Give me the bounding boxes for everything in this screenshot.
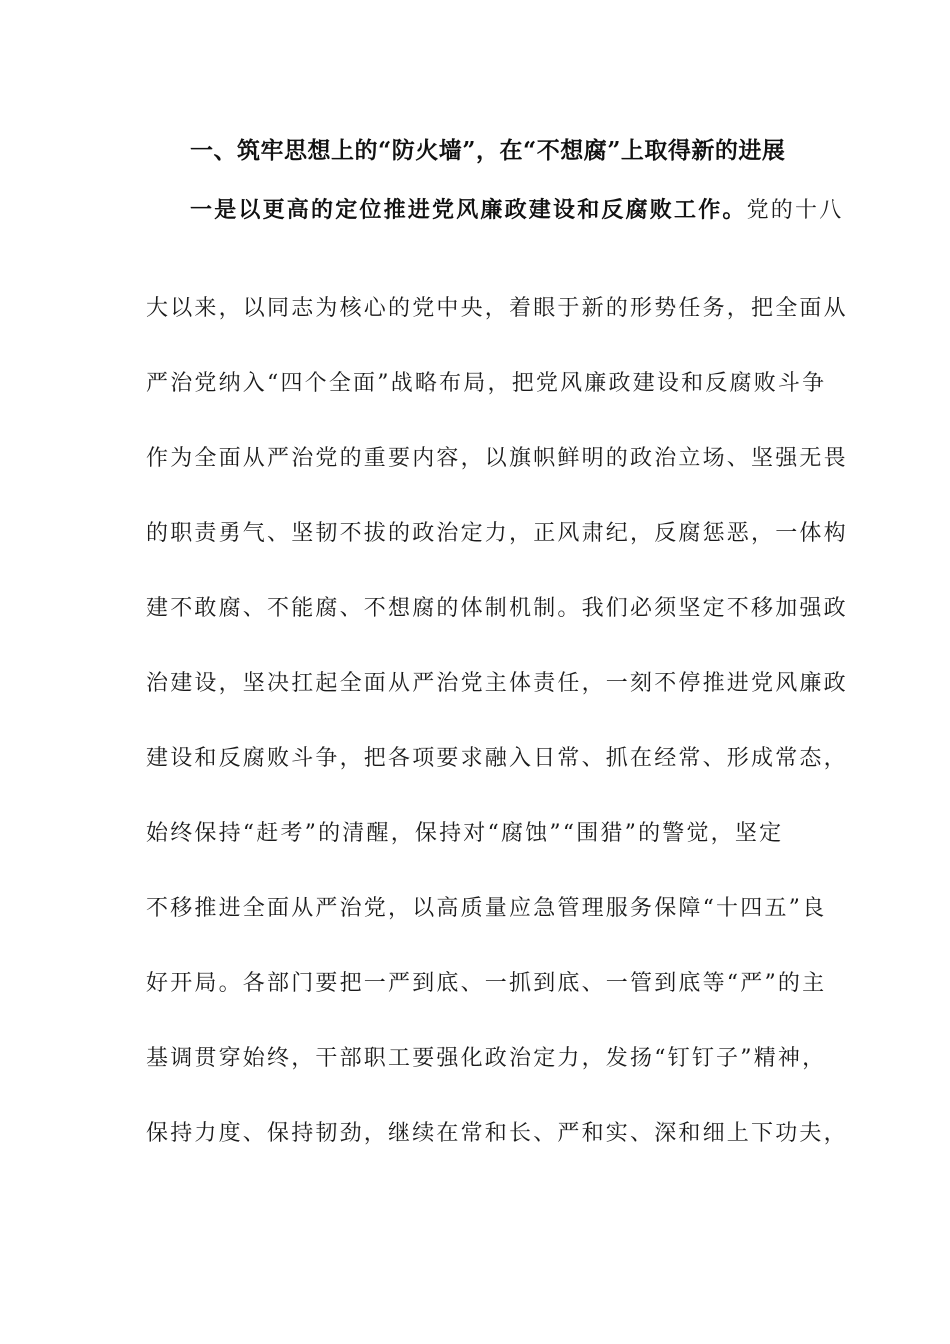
paragraph-line: 大以来，以同志为核心的党中央，着眼于新的形势任务，把全面从	[146, 296, 848, 321]
paragraph-line: 基调贯穿始终，干部职工要强化政治定力，发扬“钉钉子”精神，	[146, 1046, 827, 1071]
paragraph-line: 治建设，坚决扛起全面从严治党主体责任，一刻不停推进党风廉政	[146, 671, 848, 696]
paragraph-line: 的职责勇气、坚韧不拔的政治定力，正风肃纪，反腐惩恶，一体构	[146, 521, 848, 546]
paragraph-line: 始终保持“赶考”的清醒，保持对“腐蚀”“围猎”的警觉，坚定	[146, 821, 784, 846]
point-lead-rest: 党的十八	[746, 198, 844, 223]
point-lead-bold: 一是以更高的定位推进党风廉政建设和反腐败工作。	[190, 197, 747, 223]
paragraph-line: 保持力度、保持韧劲，继续在常和长、严和实、深和细上下功夫，	[146, 1121, 848, 1146]
paragraph-line: 建设和反腐败斗争，把各项要求融入日常、抓在经常、形成常态，	[146, 746, 848, 771]
paragraph-first-line	[190, 195, 843, 226]
paragraph-line: 不移推进全面从严治党，以高质量应急管理服务保障“十四五”良	[146, 896, 827, 921]
paragraph-line: 作为全面从严治党的重要内容，以旗帜鲜明的政治立场、坚强无畏	[146, 446, 848, 471]
paragraph-line: 建不敢腐、不能腐、不想腐的体制机制。我们必须坚定不移加强政	[146, 596, 848, 621]
section-heading: 一、筑牢思想上的“防火墙”，在“不想腐”上取得新的进展	[190, 137, 786, 164]
paragraph-line: 严治党纳入“四个全面”战略布局，把党风廉政建设和反腐败斗争	[146, 371, 827, 396]
paragraph-line: 好开局。各部门要把一严到底、一抓到底、一管到底等“严”的主	[146, 971, 827, 996]
